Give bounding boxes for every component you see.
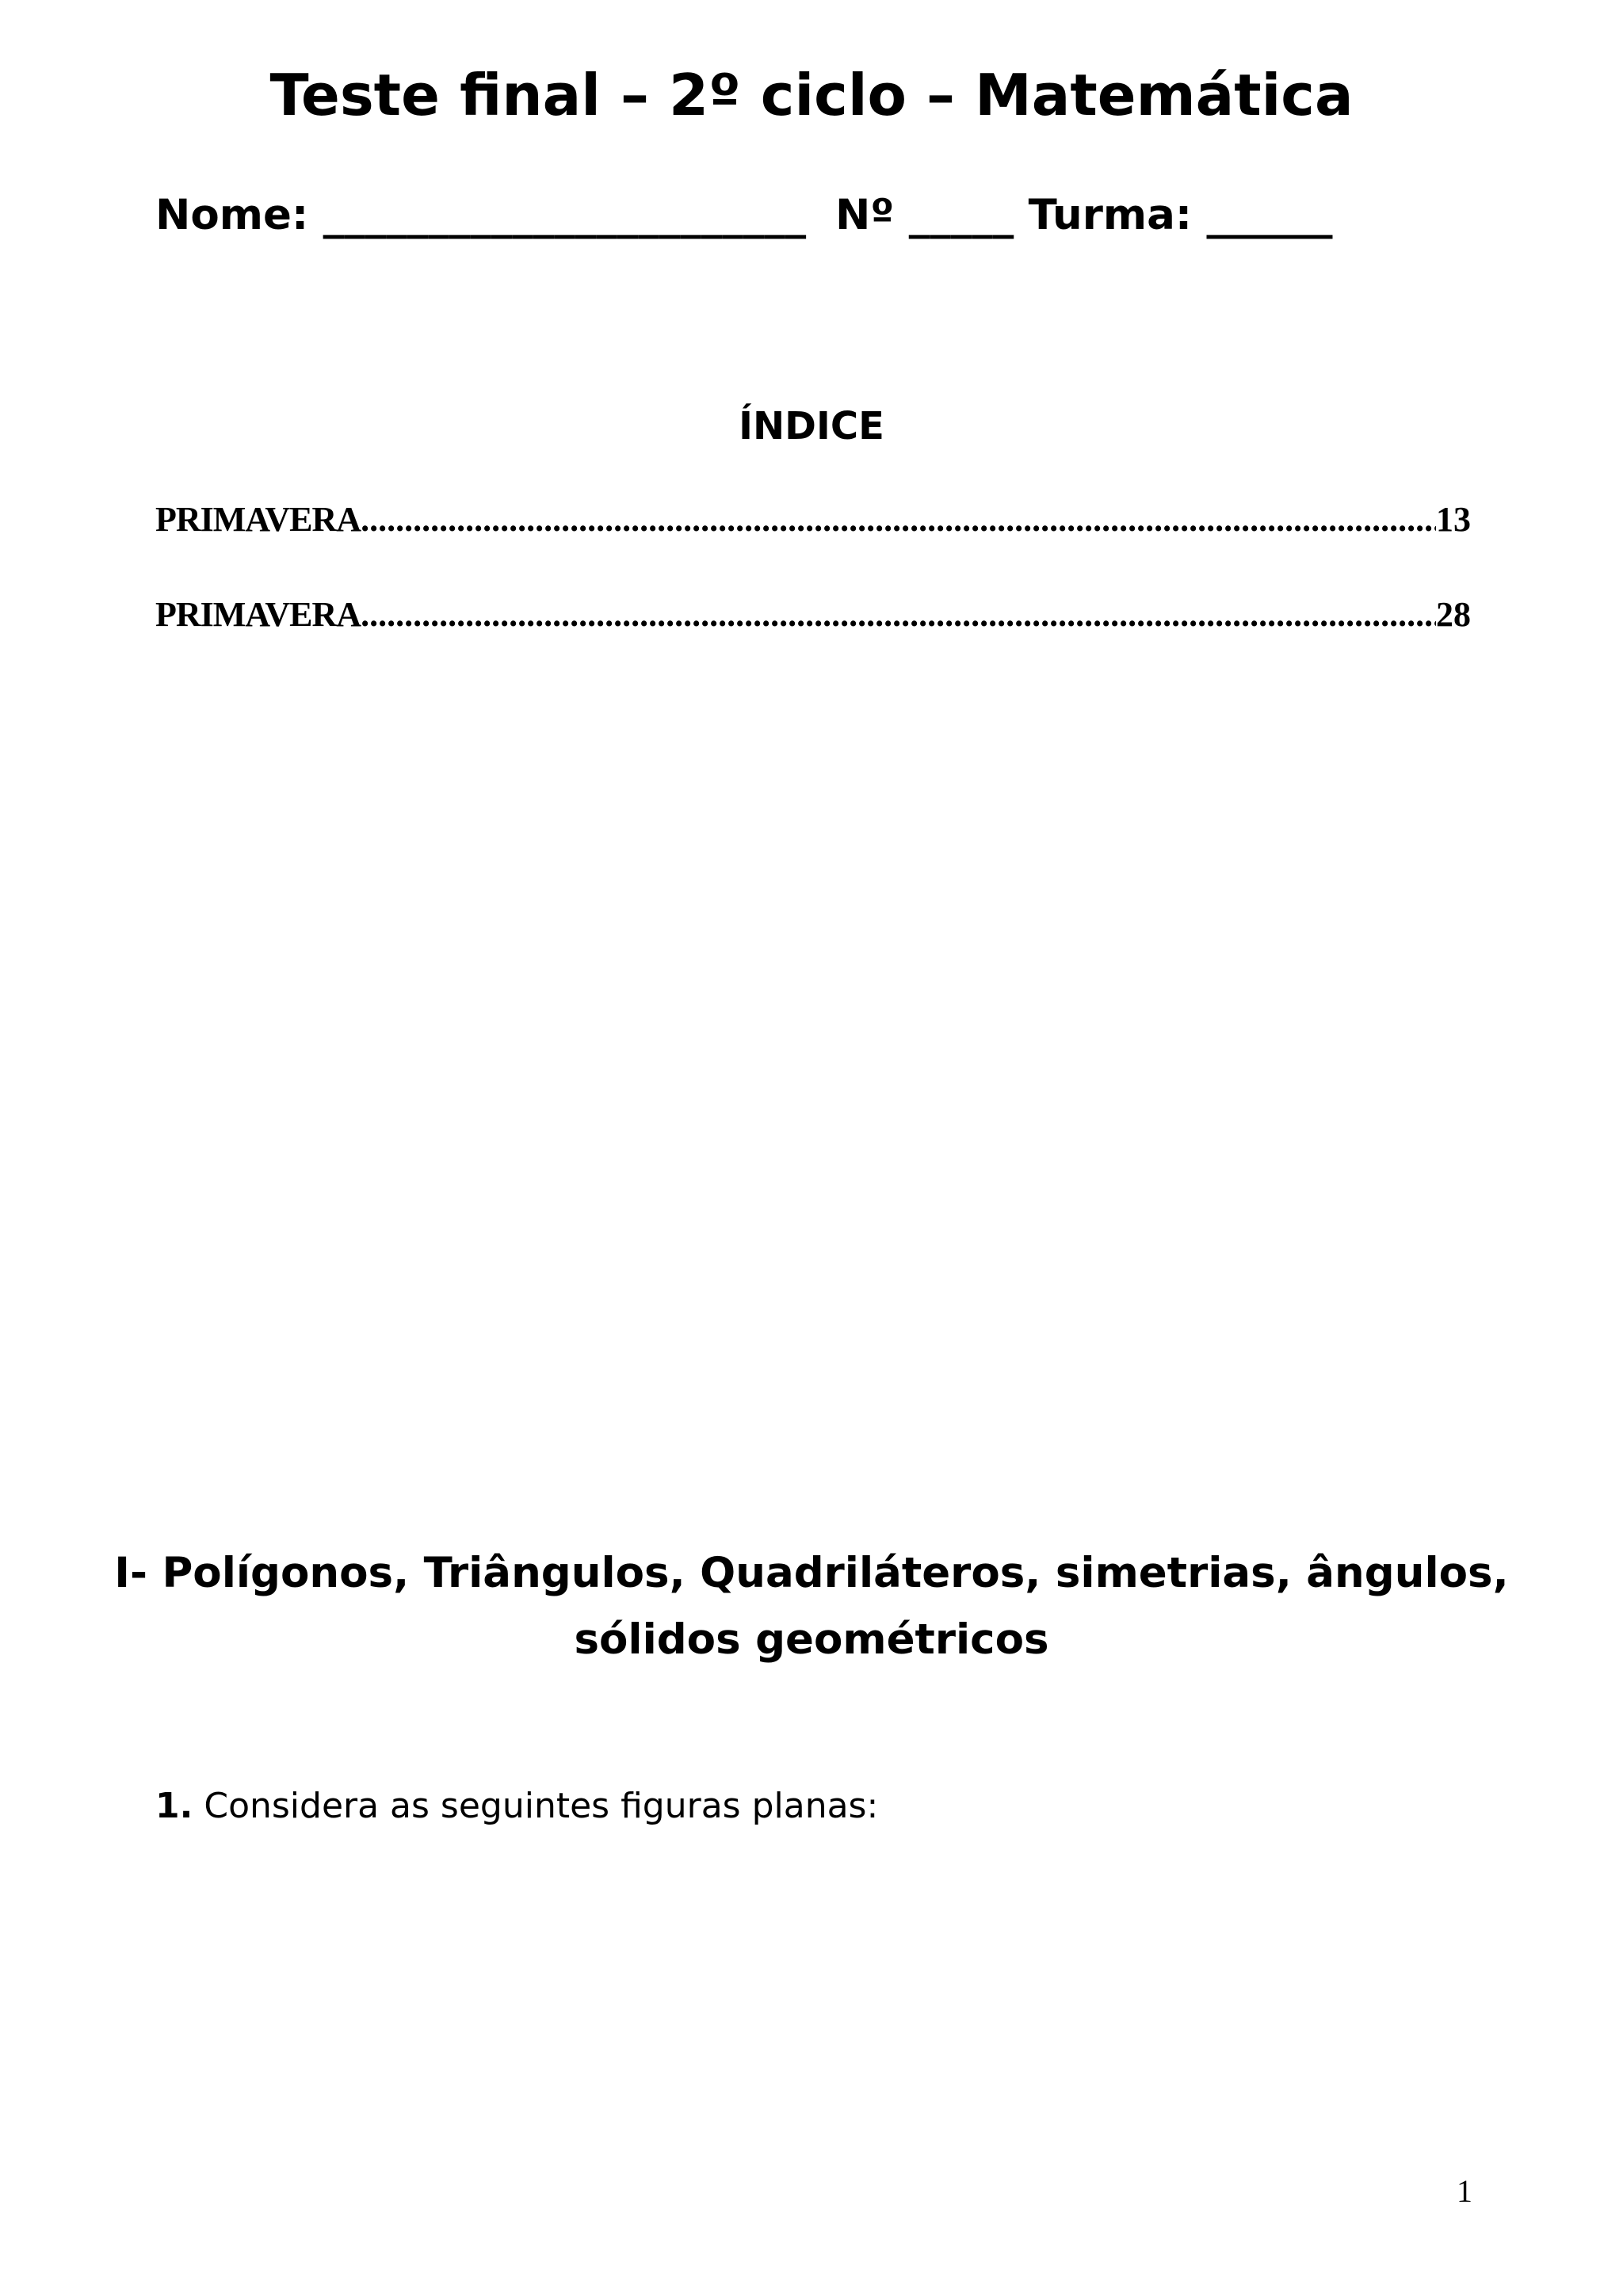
- section-heading-line: I- Polígonos, Triângulos, Quadriláteros, simetrias, ângulos,: [114, 1549, 1509, 1597]
- question-1: [155, 1783, 878, 1830]
- section-heading: [0, 1540, 1623, 1673]
- toc-dot-leader: [361, 591, 1436, 639]
- toc-heading: ÍNDICE: [739, 404, 884, 448]
- toc-entry-page: 13: [1436, 500, 1471, 539]
- name-label: Nome:: [155, 191, 309, 239]
- class-label: Turma:: [1028, 191, 1193, 239]
- toc-dot-leader: [361, 496, 1436, 543]
- class-blank: ______: [1206, 191, 1333, 239]
- number-blank: _____: [908, 191, 1014, 239]
- question-number: 1.: [155, 1786, 193, 1826]
- question-text: Considera as seguintes figuras planas:: [204, 1786, 879, 1826]
- section-heading-line: sólidos geométricos: [574, 1615, 1049, 1664]
- toc-entry-label: PRIMAVERA: [155, 595, 361, 634]
- toc-entry[interactable]: [155, 496, 1471, 543]
- toc-entry-label: PRIMAVERA: [155, 500, 361, 539]
- page-title: Teste final – 2º ciclo – Matemática: [269, 62, 1354, 128]
- page-number: 1: [1457, 2173, 1472, 2209]
- student-identification-line: [155, 187, 1518, 244]
- name-blank: _______________________: [323, 191, 807, 239]
- toc-entry-page: 28: [1436, 595, 1471, 634]
- toc-entry[interactable]: [155, 591, 1471, 639]
- number-label: Nº: [835, 191, 895, 239]
